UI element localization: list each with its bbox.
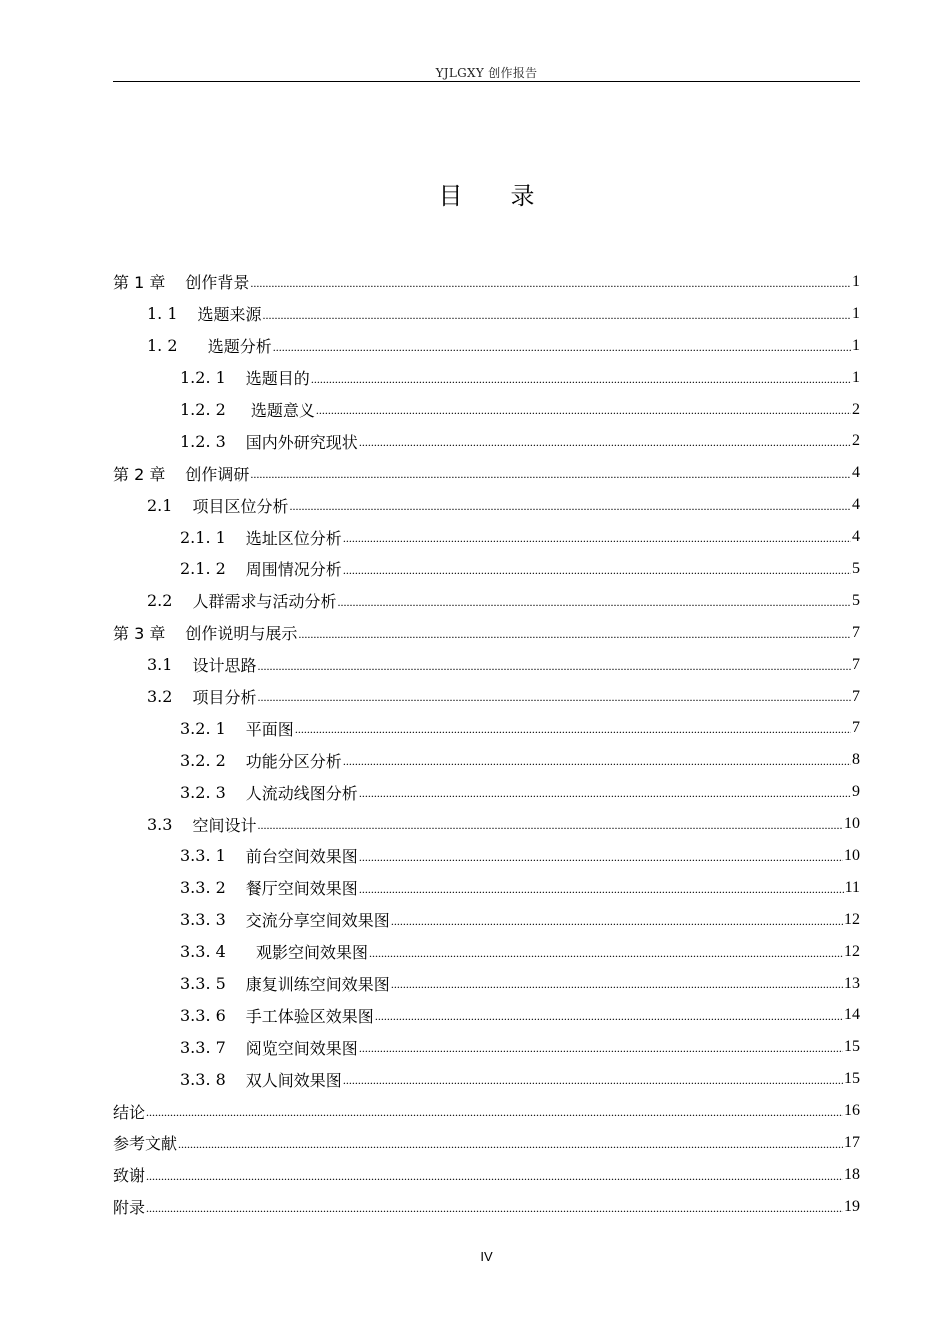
toc-entry-number: 1.2. 3 [180,431,226,451]
toc-entry-label: 选址区位分析 [245,528,342,548]
toc-entry[interactable] [113,681,860,713]
toc-entry-label: 阅览空间效果图 [245,1038,358,1058]
toc-entry-page: 16 [844,1102,860,1120]
toc-entry-label: 参考文献 [113,1134,178,1154]
toc-entry-page: 4 [852,496,860,514]
toc-entry-label: 创作说明与展示 [185,624,298,644]
toc-entry-number: 2.1 [147,495,173,515]
toc-dot-leader [343,754,851,776]
toc-entry[interactable] [113,904,860,936]
toc-entry-page: 2 [852,432,860,450]
toc-entry-page: 18 [844,1165,860,1183]
toc-entry[interactable] [113,840,860,872]
toc-entry-page: 4 [852,528,860,546]
toc-entry-number: 3.3. 6 [180,1005,226,1025]
toc-entry[interactable] [113,585,860,617]
toc-entry-page: 7 [852,655,860,673]
page-number: IV [480,1249,493,1264]
toc-entry-number: 3.2. 1 [180,718,226,738]
toc-entry[interactable] [113,872,860,904]
running-header: YJLGXY 创作报告 [435,66,538,80]
toc-entry-page: 1 [852,304,860,322]
toc-entry-label: 餐厅空间效果图 [245,879,358,899]
toc-entry-page: 17 [844,1133,860,1151]
toc-dot-leader [359,1041,843,1063]
toc-entry[interactable] [113,394,860,426]
toc-dot-leader [257,659,851,681]
toc-entry[interactable] [113,712,860,744]
toc-entry-page: 11 [844,878,860,896]
toc-entry[interactable] [113,936,860,968]
toc-dot-leader [146,1105,843,1127]
toc-entry-label: 设计思路 [192,656,257,676]
toc-entry-label: 附录 [113,1198,146,1218]
toc-entry-page: 2 [852,400,860,418]
toc-entry-number: 3.3. 1 [180,846,226,866]
toc-dot-leader [391,977,843,999]
toc-entry-page: 4 [852,464,860,482]
toc-entry-label: 空间设计 [192,815,257,835]
toc-dot-leader [359,786,851,808]
table-of-contents [113,266,860,1223]
toc-entry-page: 12 [844,910,860,928]
toc-dot-leader [311,372,851,394]
toc-dot-leader [343,531,851,553]
toc-entry-page: 1 [852,368,860,386]
toc-entry-label: 选题目的 [245,369,310,389]
toc-entry[interactable] [113,489,860,521]
toc-entry-label: 选题分析 [197,337,272,357]
toc-entry-number: 2.1. 1 [180,527,226,547]
toc-entry-number: 3.3. 3 [180,910,226,930]
toc-entry[interactable] [113,1031,860,1063]
toc-entry-label: 选题来源 [197,305,262,325]
toc-entry[interactable] [113,553,860,585]
toc-dot-leader [178,1137,843,1159]
toc-entry-label: 结论 [113,1102,146,1122]
toc-entry-number: 1.2. 2 [180,400,226,419]
toc-entry-label: 创作调研 [185,464,250,484]
toc-entry-label: 人流动线图分析 [245,783,358,803]
toc-dot-leader [391,914,843,936]
toc-dot-leader [359,435,851,457]
toc-dot-leader [316,403,851,425]
toc-entry-page: 7 [852,687,860,705]
toc-entry-number: 1.2. 1 [180,368,226,388]
toc-entry-number: 3.3. 2 [180,878,226,898]
toc-entry-number: 3.2 [147,687,173,707]
toc-dot-leader [289,499,851,521]
toc-entry[interactable] [113,999,860,1031]
toc-entry-label: 观影空间效果图 [245,943,368,963]
toc-entry-page: 8 [852,751,860,769]
toc-entry[interactable] [113,266,860,298]
toc-dot-leader [146,1201,843,1223]
toc-entry-number: 2.2 [147,591,173,611]
toc-entry-number: 3.3 [147,814,173,834]
toc-entry[interactable] [113,1159,860,1191]
toc-entry-page: 9 [852,783,860,801]
toc-dot-leader [343,1073,843,1095]
toc-entry[interactable] [113,298,860,330]
toc-dot-leader [257,818,843,840]
toc-entry-label: 选题意义 [245,401,315,420]
toc-entry[interactable] [113,1095,860,1127]
toc-entry-label: 功能分区分析 [245,751,342,771]
toc-dot-leader [337,595,851,617]
toc-dot-leader [250,467,851,489]
toc-dot-leader [343,563,851,585]
toc-entry-number: 3.1 [147,655,173,675]
toc-dot-leader [250,276,851,298]
toc-entry-page: 7 [852,623,860,641]
toc-entry-label: 项目区位分析 [192,496,289,516]
toc-entry-page: 10 [844,815,860,833]
toc-entry-label: 创作背景 [185,273,250,293]
toc-entry[interactable] [113,1127,860,1159]
toc-entry-label: 致谢 [113,1166,146,1186]
toc-dot-leader [359,882,844,904]
toc-dot-leader [257,690,851,712]
toc-entry-page: 13 [844,974,860,992]
toc-dot-leader [369,946,843,968]
toc-entry[interactable] [113,425,860,457]
toc-entry-number: 第 1 章 [113,273,166,293]
toc-entry[interactable] [113,808,860,840]
toc-entry-number: 3.2. 2 [180,750,226,770]
toc-dot-leader [273,340,851,362]
toc-entry-label: 前台空间效果图 [245,847,358,867]
toc-entry-label: 手工体验区效果图 [245,1006,374,1026]
toc-dot-leader [146,1169,843,1191]
toc-entry-number: 2.1. 2 [180,559,226,579]
toc-entry-number: 3.3. 7 [180,1037,226,1057]
toc-entry-number: 3.2. 3 [180,782,226,802]
toc-entry-label: 国内外研究现状 [245,432,358,452]
toc-entry[interactable] [113,1063,860,1095]
toc-entry-number: 3.3. 8 [180,1069,226,1089]
toc-entry[interactable] [113,744,860,776]
toc-entry-number: 3.3. 5 [180,974,226,994]
toc-entry-page: 7 [852,719,860,737]
toc-entry[interactable] [113,617,860,649]
toc-entry-page: 10 [844,846,860,864]
toc-entry-page: 15 [844,1070,860,1088]
toc-entry[interactable] [113,649,860,681]
toc-entry-label: 周围情况分析 [245,560,342,580]
toc-entry-label: 项目分析 [192,688,257,708]
toc-entry-page: 19 [844,1197,860,1215]
toc-entry-page: 5 [852,591,860,609]
toc-entry-number: 1. 2 [147,336,178,356]
toc-entry-page: 15 [844,1038,860,1056]
toc-entry-number: 1. 1 [147,304,178,324]
toc-entry-number: 3.3. 4 [180,942,226,962]
toc-entry-page: 14 [844,1006,860,1024]
toc-entry[interactable] [113,1191,860,1223]
toc-entry-page: 1 [852,336,860,354]
toc-entry-number: 第 3 章 [113,624,166,644]
toc-entry-label: 交流分享空间效果图 [245,911,390,931]
toc-entry-label: 康复训练空间效果图 [245,975,390,995]
toc-dot-leader [298,627,851,649]
toc-title: 目录 [438,182,583,210]
toc-dot-leader [295,722,851,744]
toc-entry-label: 平面图 [245,719,294,739]
toc-entry-page: 5 [852,559,860,577]
toc-entry-number: 第 2 章 [113,464,166,484]
toc-dot-leader [359,850,843,872]
toc-entry[interactable] [113,362,860,394]
header-rule [113,81,860,82]
toc-entry[interactable] [113,776,860,808]
toc-entry[interactable] [113,521,860,553]
toc-entry-page: 1 [852,272,860,290]
toc-entry[interactable] [113,968,860,1000]
toc-entry-label: 双人间效果图 [245,1070,342,1090]
toc-dot-leader [263,308,851,330]
toc-entry[interactable] [113,457,860,489]
toc-entry-label: 人群需求与活动分析 [192,592,337,612]
toc-entry[interactable] [113,330,860,362]
toc-dot-leader [375,1009,843,1031]
toc-entry-page: 12 [844,942,860,960]
